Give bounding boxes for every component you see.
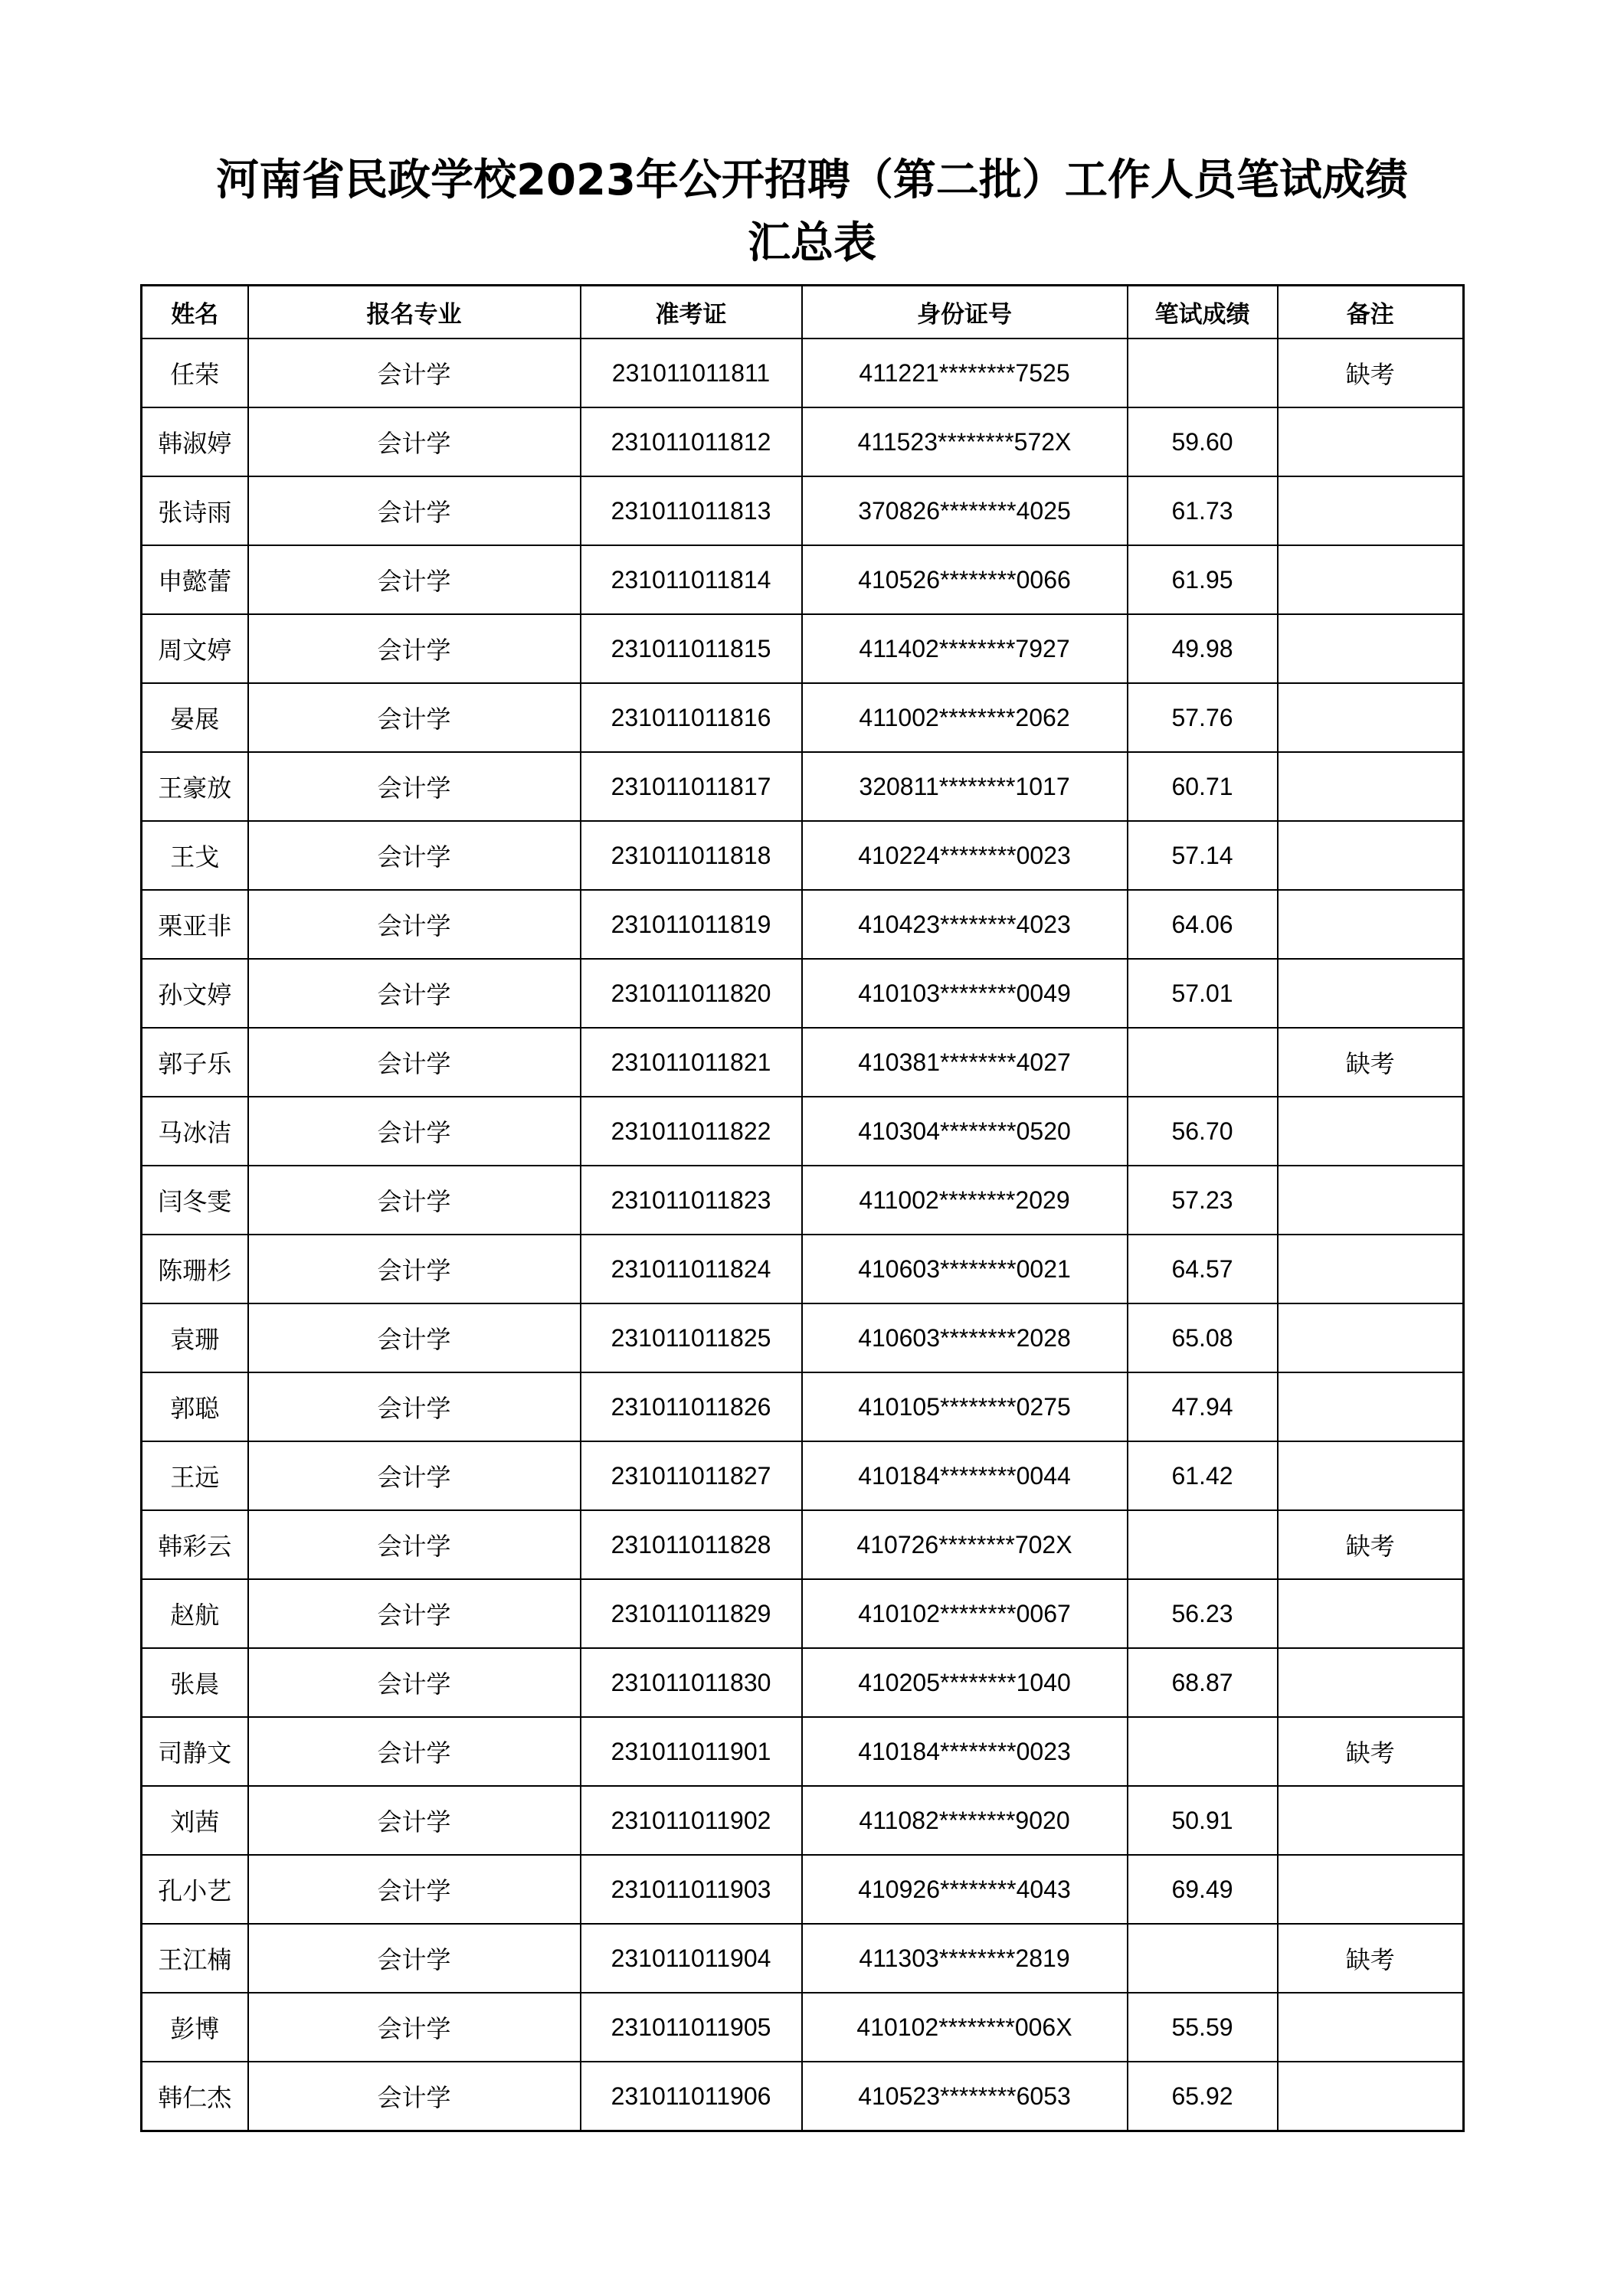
table-row (142, 1993, 1464, 2062)
cell-ticket: 231011011825 (581, 1303, 802, 1372)
cell-name: 王豪放 (142, 752, 248, 821)
cell-score (1128, 1924, 1278, 1993)
cell-name: 马冰洁 (142, 1097, 248, 1166)
cell-note: 缺考 (1278, 339, 1464, 407)
cell-ticket: 231011011816 (581, 683, 802, 752)
cell-ticket: 231011011830 (581, 1648, 802, 1717)
cell-name: 王戈 (142, 821, 248, 890)
cell-score: 59.60 (1128, 407, 1278, 476)
cell-id-number: 410224********0023 (802, 821, 1128, 890)
cell-ticket: 231011011814 (581, 545, 802, 614)
header-major: 报名专业 (248, 286, 581, 339)
cell-id-number: 411082********9020 (802, 1786, 1128, 1855)
table-row (142, 1372, 1464, 1441)
table-row (142, 545, 1464, 614)
cell-note: 缺考 (1278, 1924, 1464, 1993)
cell-score: 56.70 (1128, 1097, 1278, 1166)
table-row (142, 407, 1464, 476)
cell-name: 郭子乐 (142, 1028, 248, 1097)
cell-name: 孙文婷 (142, 959, 248, 1028)
cell-ticket: 231011011904 (581, 1924, 802, 1993)
table-header-row (142, 286, 1464, 339)
cell-note: 缺考 (1278, 1717, 1464, 1786)
cell-name: 陈珊杉 (142, 1235, 248, 1303)
cell-note (1278, 1097, 1464, 1166)
cell-score: 55.59 (1128, 1993, 1278, 2062)
cell-ticket: 231011011815 (581, 614, 802, 683)
cell-score (1128, 1028, 1278, 1097)
cell-major: 会计学 (248, 1786, 581, 1855)
table-row (142, 1855, 1464, 1924)
cell-id-number: 410102********006X (802, 1993, 1128, 2062)
table-row (142, 1166, 1464, 1235)
cell-ticket: 231011011822 (581, 1097, 802, 1166)
cell-score: 64.06 (1128, 890, 1278, 959)
cell-ticket: 231011011811 (581, 339, 802, 407)
cell-score: 61.73 (1128, 476, 1278, 545)
cell-name: 王远 (142, 1441, 248, 1510)
cell-id-number: 370826********4025 (802, 476, 1128, 545)
table-row (142, 821, 1464, 890)
table-row (142, 1924, 1464, 1993)
cell-score: 60.71 (1128, 752, 1278, 821)
header-id-number: 身份证号 (802, 286, 1128, 339)
cell-score: 65.08 (1128, 1303, 1278, 1372)
cell-major: 会计学 (248, 545, 581, 614)
cell-note (1278, 614, 1464, 683)
cell-major: 会计学 (248, 1441, 581, 1510)
cell-ticket: 231011011906 (581, 2062, 802, 2131)
cell-note (1278, 752, 1464, 821)
cell-id-number: 410603********2028 (802, 1303, 1128, 1372)
table-row (142, 683, 1464, 752)
cell-major: 会计学 (248, 1235, 581, 1303)
table-row (142, 1235, 1464, 1303)
cell-id-number: 410184********0044 (802, 1441, 1128, 1510)
cell-note (1278, 1441, 1464, 1510)
cell-major: 会计学 (248, 821, 581, 890)
document-title-continued: 汇总表 (748, 218, 876, 268)
cell-note: 缺考 (1278, 1510, 1464, 1579)
cell-score: 69.49 (1128, 1855, 1278, 1924)
cell-major: 会计学 (248, 1028, 581, 1097)
cell-name: 韩淑婷 (142, 407, 248, 476)
cell-major: 会计学 (248, 1166, 581, 1235)
cell-ticket: 231011011824 (581, 1235, 802, 1303)
cell-id-number: 410304********0520 (802, 1097, 1128, 1166)
cell-id-number: 411002********2029 (802, 1166, 1128, 1235)
cell-major: 会计学 (248, 476, 581, 545)
cell-score: 61.42 (1128, 1441, 1278, 1510)
table-row (142, 1303, 1464, 1372)
cell-score (1128, 1510, 1278, 1579)
cell-ticket: 231011011812 (581, 407, 802, 476)
cell-note (1278, 1993, 1464, 2062)
header-note: 备注 (1278, 286, 1464, 339)
cell-name: 韩彩云 (142, 1510, 248, 1579)
cell-ticket: 231011011829 (581, 1579, 802, 1648)
cell-ticket: 231011011903 (581, 1855, 802, 1924)
table-row (142, 1097, 1464, 1166)
document-title: 河南省民政学校2023年公开招聘（第二批）工作人员笔试成绩 (216, 155, 1408, 205)
cell-major: 会计学 (248, 1924, 581, 1993)
table-row (142, 339, 1464, 407)
cell-id-number: 410726********702X (802, 1510, 1128, 1579)
cell-note (1278, 407, 1464, 476)
cell-score: 65.92 (1128, 2062, 1278, 2131)
table-row (142, 1510, 1464, 1579)
cell-name: 王江楠 (142, 1924, 248, 1993)
header-score: 笔试成绩 (1128, 286, 1278, 339)
cell-note (1278, 821, 1464, 890)
cell-note (1278, 1786, 1464, 1855)
cell-id-number: 410205********1040 (802, 1648, 1128, 1717)
cell-id-number: 410523********6053 (802, 2062, 1128, 2131)
cell-major: 会计学 (248, 1579, 581, 1648)
cell-id-number: 410526********0066 (802, 545, 1128, 614)
cell-id-number: 410103********0049 (802, 959, 1128, 1028)
cell-name: 袁珊 (142, 1303, 248, 1372)
cell-note (1278, 683, 1464, 752)
cell-note (1278, 1303, 1464, 1372)
cell-major: 会计学 (248, 339, 581, 407)
cell-ticket: 231011011827 (581, 1441, 802, 1510)
cell-name: 张诗雨 (142, 476, 248, 545)
cell-note (1278, 959, 1464, 1028)
cell-id-number: 410102********0067 (802, 1579, 1128, 1648)
table-row (142, 1786, 1464, 1855)
table-row (142, 614, 1464, 683)
cell-id-number: 411303********2819 (802, 1924, 1128, 1993)
cell-name: 刘茜 (142, 1786, 248, 1855)
cell-id-number: 410381********4027 (802, 1028, 1128, 1097)
cell-ticket: 231011011901 (581, 1717, 802, 1786)
cell-score: 56.23 (1128, 1579, 1278, 1648)
cell-note (1278, 1372, 1464, 1441)
table-row (142, 1579, 1464, 1648)
cell-id-number: 320811********1017 (802, 752, 1128, 821)
cell-score: 49.98 (1128, 614, 1278, 683)
table-row (142, 890, 1464, 959)
cell-id-number: 411402********7927 (802, 614, 1128, 683)
cell-ticket: 231011011823 (581, 1166, 802, 1235)
cell-id-number: 410603********0021 (802, 1235, 1128, 1303)
cell-note (1278, 2062, 1464, 2131)
table-row (142, 752, 1464, 821)
cell-major: 会计学 (248, 1717, 581, 1786)
header-ticket: 准考证 (581, 286, 802, 339)
cell-ticket: 231011011826 (581, 1372, 802, 1441)
cell-note (1278, 545, 1464, 614)
cell-ticket: 231011011820 (581, 959, 802, 1028)
cell-name: 司静文 (142, 1717, 248, 1786)
cell-score: 47.94 (1128, 1372, 1278, 1441)
cell-name: 闫冬雯 (142, 1166, 248, 1235)
cell-name: 任荣 (142, 339, 248, 407)
score-table (140, 284, 1465, 2132)
cell-id-number: 410926********4043 (802, 1855, 1128, 1924)
cell-id-number: 411523********572X (802, 407, 1128, 476)
cell-score: 57.14 (1128, 821, 1278, 890)
cell-major: 会计学 (248, 1855, 581, 1924)
cell-score: 57.01 (1128, 959, 1278, 1028)
cell-note (1278, 1235, 1464, 1303)
cell-major: 会计学 (248, 1648, 581, 1717)
cell-name: 赵航 (142, 1579, 248, 1648)
table-body (142, 339, 1464, 2131)
cell-id-number: 410105********0275 (802, 1372, 1128, 1441)
cell-ticket: 231011011821 (581, 1028, 802, 1097)
table-row (142, 959, 1464, 1028)
cell-major: 会计学 (248, 683, 581, 752)
cell-name: 栗亚非 (142, 890, 248, 959)
cell-major: 会计学 (248, 1097, 581, 1166)
cell-id-number: 410423********4023 (802, 890, 1128, 959)
cell-major: 会计学 (248, 752, 581, 821)
cell-score (1128, 339, 1278, 407)
cell-major: 会计学 (248, 2062, 581, 2131)
cell-major: 会计学 (248, 407, 581, 476)
table-row (142, 1441, 1464, 1510)
cell-name: 申懿蕾 (142, 545, 248, 614)
cell-name: 韩仁杰 (142, 2062, 248, 2131)
cell-ticket: 231011011813 (581, 476, 802, 545)
cell-major: 会计学 (248, 1993, 581, 2062)
cell-name: 张晨 (142, 1648, 248, 1717)
cell-note (1278, 1166, 1464, 1235)
cell-ticket: 231011011818 (581, 821, 802, 890)
table-row (142, 1648, 1464, 1717)
cell-note (1278, 1648, 1464, 1717)
cell-score: 50.91 (1128, 1786, 1278, 1855)
cell-major: 会计学 (248, 890, 581, 959)
cell-score: 61.95 (1128, 545, 1278, 614)
table-row (142, 2062, 1464, 2131)
cell-name: 孔小艺 (142, 1855, 248, 1924)
table-row (142, 476, 1464, 545)
table-row (142, 1717, 1464, 1786)
table-row (142, 1028, 1464, 1097)
cell-major: 会计学 (248, 614, 581, 683)
cell-score: 64.57 (1128, 1235, 1278, 1303)
cell-ticket: 231011011819 (581, 890, 802, 959)
cell-name: 周文婷 (142, 614, 248, 683)
cell-note (1278, 1579, 1464, 1648)
cell-score: 57.23 (1128, 1166, 1278, 1235)
cell-name: 彭博 (142, 1993, 248, 2062)
cell-id-number: 410184********0023 (802, 1717, 1128, 1786)
cell-major: 会计学 (248, 1372, 581, 1441)
cell-major: 会计学 (248, 959, 581, 1028)
cell-name: 晏展 (142, 683, 248, 752)
cell-note: 缺考 (1278, 1028, 1464, 1097)
cell-id-number: 411002********2062 (802, 683, 1128, 752)
cell-score (1128, 1717, 1278, 1786)
cell-ticket: 231011011902 (581, 1786, 802, 1855)
cell-name: 郭聪 (142, 1372, 248, 1441)
cell-note (1278, 1855, 1464, 1924)
cell-major: 会计学 (248, 1510, 581, 1579)
cell-ticket: 231011011817 (581, 752, 802, 821)
cell-ticket: 231011011828 (581, 1510, 802, 1579)
cell-score: 68.87 (1128, 1648, 1278, 1717)
cell-major: 会计学 (248, 1303, 581, 1372)
cell-ticket: 231011011905 (581, 1993, 802, 2062)
cell-note (1278, 476, 1464, 545)
cell-note (1278, 890, 1464, 959)
cell-score: 57.76 (1128, 683, 1278, 752)
cell-id-number: 411221********7525 (802, 339, 1128, 407)
header-name: 姓名 (142, 286, 248, 339)
